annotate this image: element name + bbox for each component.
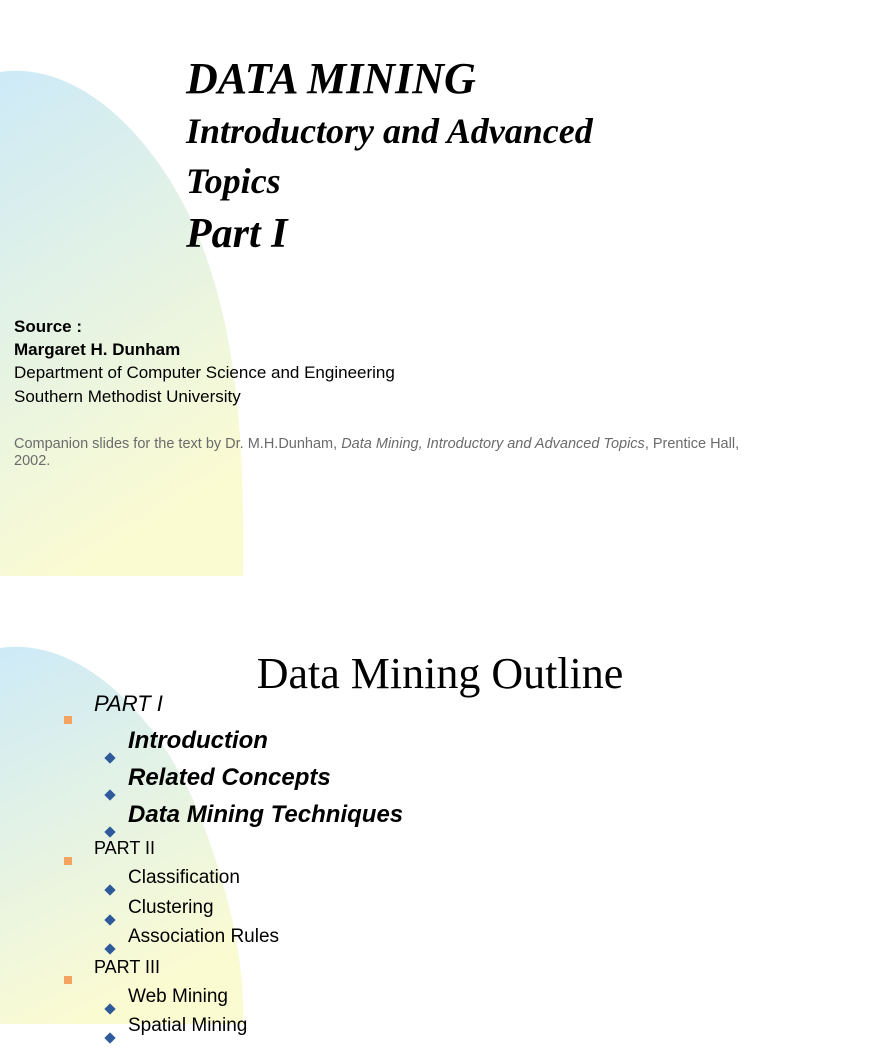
diamond-bullet-icon [106, 1022, 114, 1052]
companion-prefix: Companion slides for the text by Dr. M.H.Dunham, [14, 436, 342, 452]
item-label: Clustering [128, 896, 214, 918]
companion-book-title: Data Mining, Introductory and Advanced Topics [341, 436, 645, 452]
item-label: Introduction [128, 727, 268, 754]
slide-title: DATA MINING [186, 54, 476, 103]
outline-list [64, 686, 403, 1041]
outline-item [64, 759, 403, 796]
slide-subtitle-line1: Introductory and Advanced [186, 111, 593, 151]
outline-item [64, 982, 403, 1012]
slide-part-label: Part I [186, 211, 288, 257]
companion-note [14, 436, 766, 470]
companion-suffix: , Prentice Hall, 2002. [14, 436, 740, 469]
section-label: PART II [94, 838, 156, 858]
outline-title: Data Mining Outline [256, 649, 624, 698]
outline-item [64, 863, 403, 893]
item-label: Spatial Mining [128, 1015, 248, 1036]
item-label: Related Concepts [128, 764, 331, 791]
slide-subtitle-line2: Topics [186, 161, 281, 201]
author-name: Margaret H. Dunham [14, 340, 181, 359]
outline-slide [0, 576, 768, 1036]
source-block [14, 315, 395, 409]
item-label: Classification [128, 867, 240, 888]
item-label: Web Mining [128, 985, 228, 1007]
item-label: Association Rules [128, 926, 280, 947]
outline-item [64, 1011, 403, 1041]
section-label: PART I [94, 691, 163, 716]
outline-item [64, 722, 403, 759]
department-name: Department of Computer Science and Engineering [14, 363, 395, 382]
outline-item [64, 796, 403, 833]
university-name: Southern Methodist University [14, 387, 241, 406]
item-label: Data Mining Techniques [128, 801, 404, 828]
outline-section-part-1 [64, 686, 403, 722]
outline-section-part-3 [64, 952, 403, 982]
outline-section-part-2 [64, 833, 403, 863]
section-label: PART III [94, 956, 161, 977]
slide-title-block [186, 52, 593, 262]
title-slide [0, 0, 768, 576]
outline-item [64, 922, 403, 952]
outline-item [64, 893, 403, 923]
source-label: Source : [14, 317, 83, 336]
